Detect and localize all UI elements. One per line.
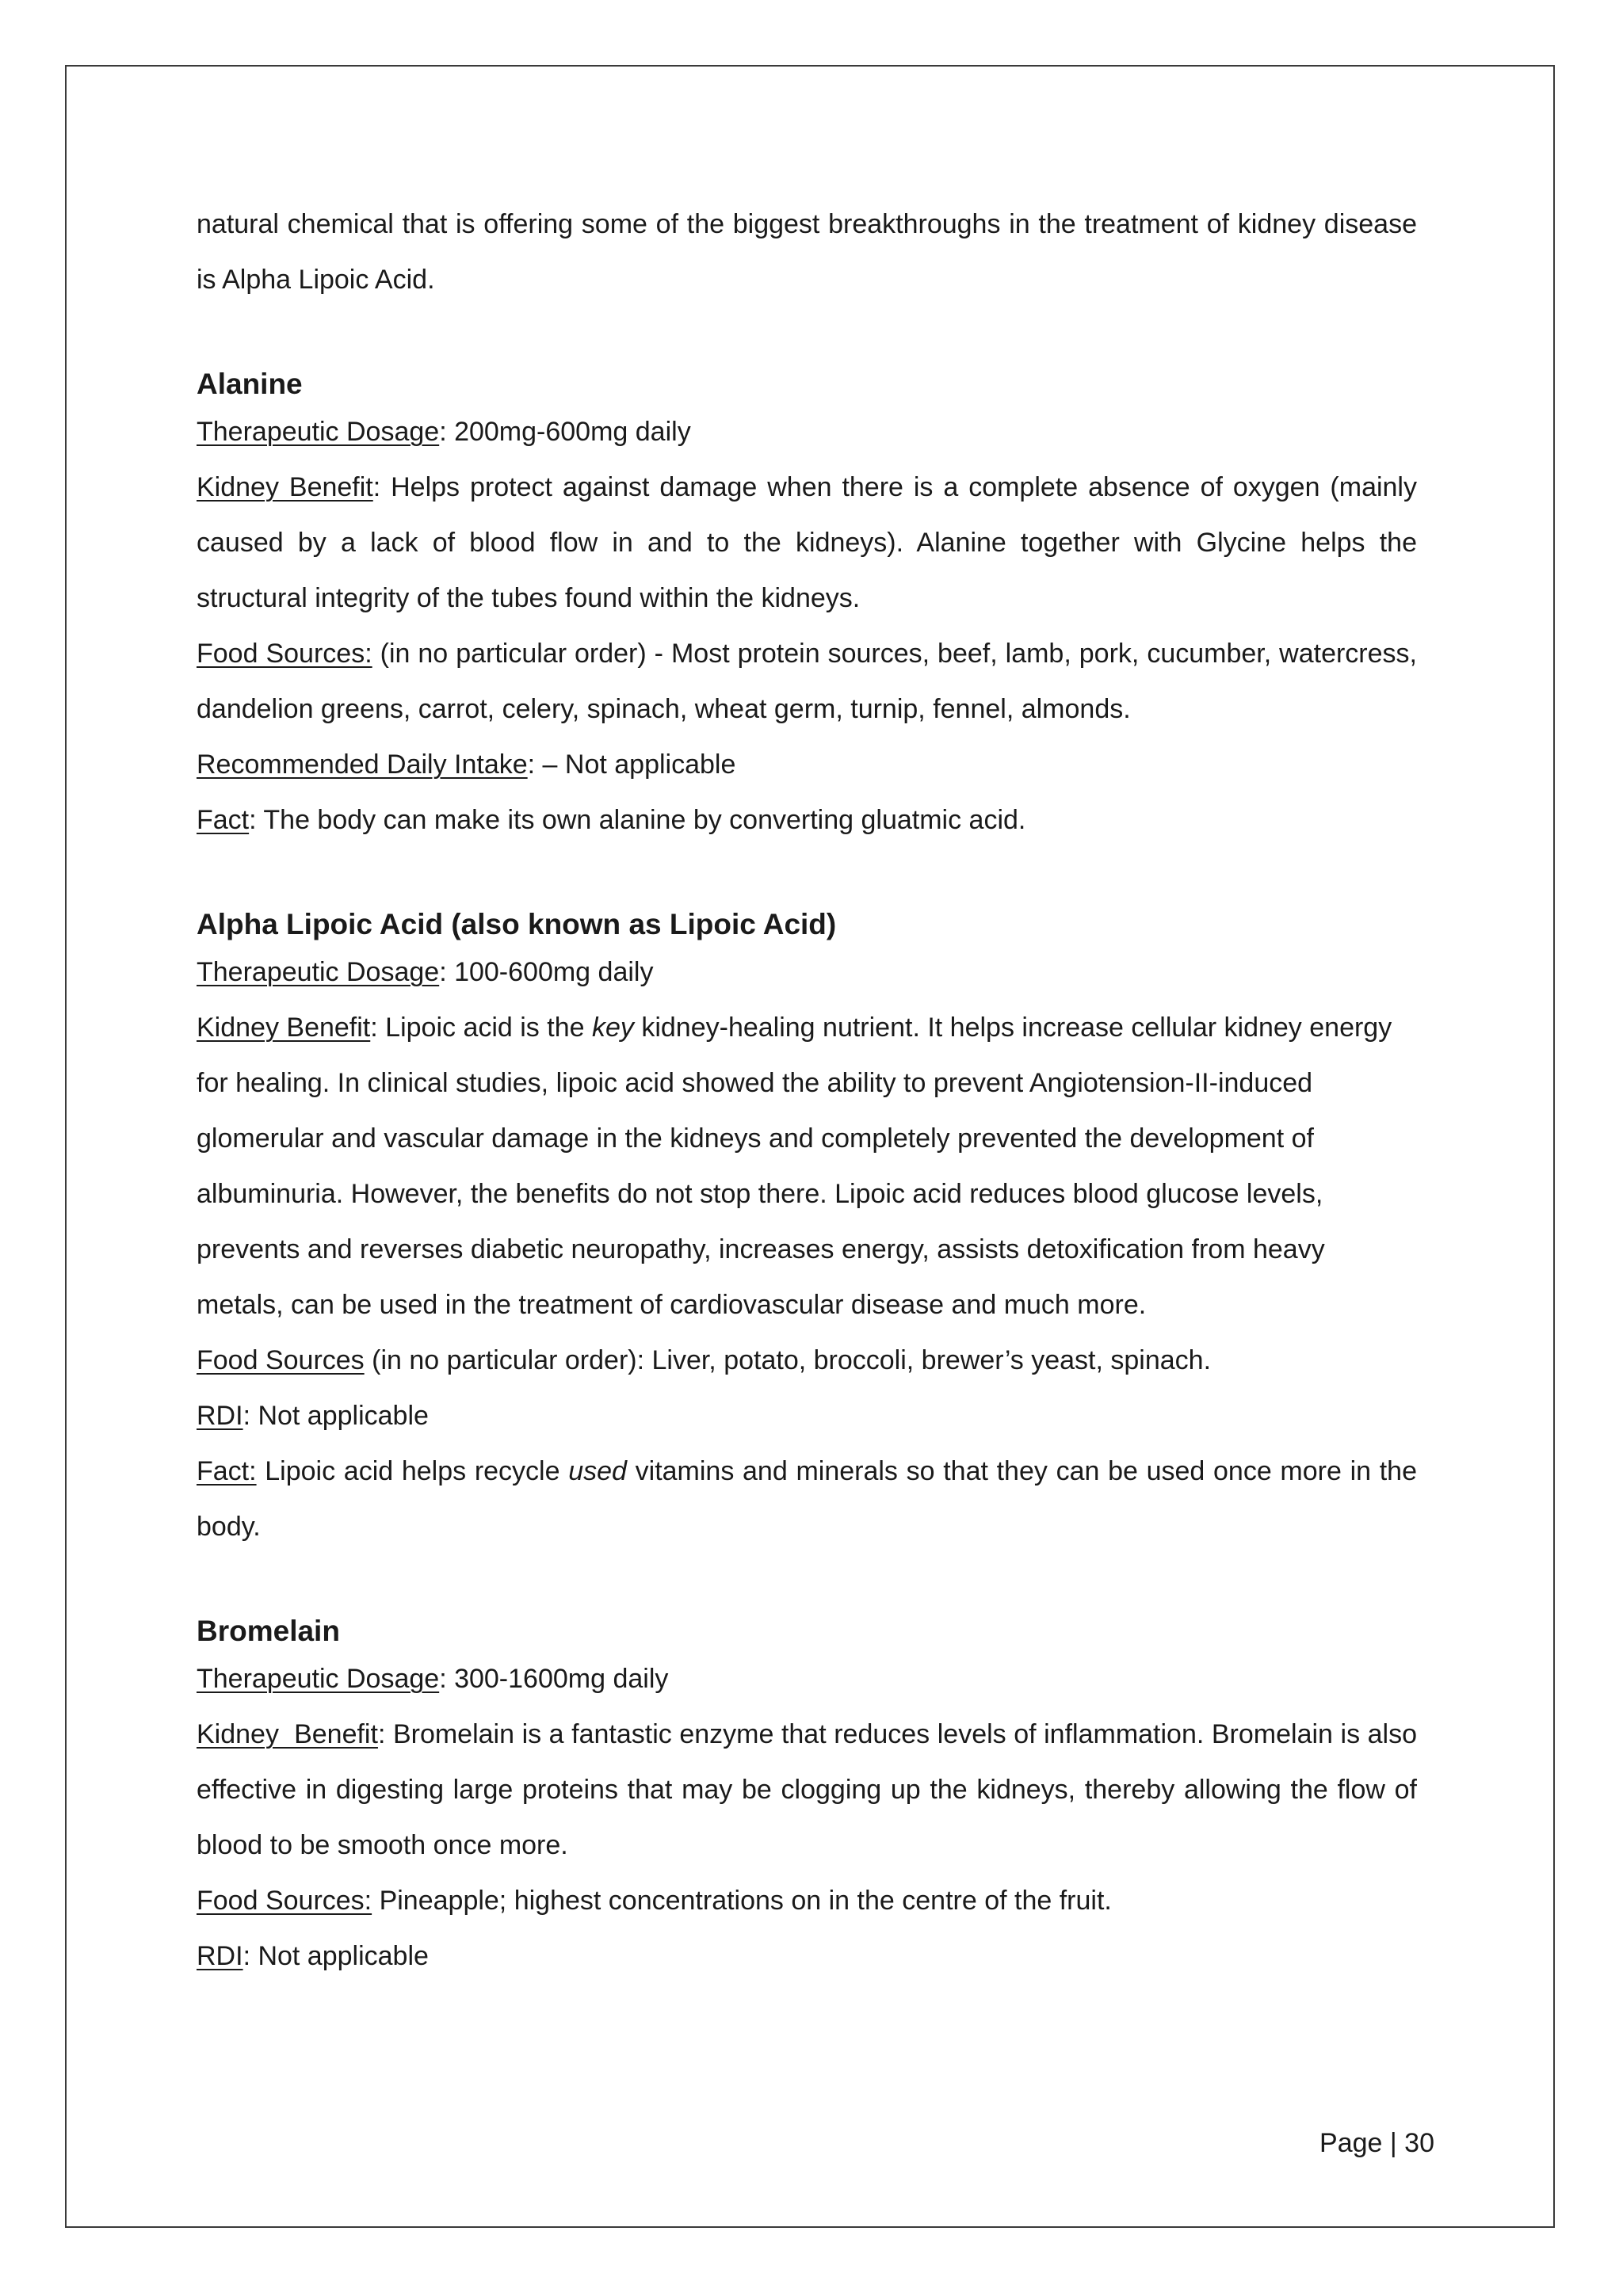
dosage-label: Therapeutic Dosage — [197, 417, 440, 447]
ala-dosage — [197, 944, 1417, 1000]
benefit-text-start: : Lipoic acid is the — [370, 1013, 592, 1043]
intake-text: : – Not applicable — [527, 749, 736, 780]
section-bromelain — [197, 1611, 1417, 1984]
section-spacer — [197, 307, 1417, 364]
rdi-text: : Not applicable — [242, 1941, 429, 1971]
fact-text-start: Lipoic acid helps recycle — [256, 1456, 569, 1486]
food-label: Food Sources: — [197, 1886, 372, 1916]
alanine-food-sources — [197, 626, 1417, 737]
ala-rdi — [197, 1388, 1417, 1444]
alanine-fact — [197, 792, 1417, 848]
food-text: Pineapple; highest concentrations on in the centre of the fruit. — [372, 1886, 1112, 1916]
ala-kidney-benefit — [197, 1000, 1417, 1333]
bromelain-food-sources — [197, 1873, 1417, 1928]
fact-label: Fact — [197, 805, 250, 835]
fact-emphasis: used — [568, 1456, 627, 1486]
bromelain-kidney-benefit — [197, 1707, 1417, 1873]
dosage-label: Therapeutic Dosage — [197, 957, 440, 987]
benefit-label: Kidney Benefit — [197, 472, 373, 502]
section-alpha-lipoic-acid — [197, 905, 1417, 1554]
fact-label: Fact: — [197, 1456, 257, 1486]
food-text: (in no particular order): Liver, potato, broccoli, brewer’s yeast, spinach. — [364, 1345, 1212, 1375]
fact-text-end: vitamins and minerals so that they can be used once more in the body. — [197, 1456, 1417, 1542]
dosage-value: : 200mg-600mg daily — [439, 417, 691, 447]
alanine-dosage — [197, 404, 1417, 460]
dosage-value: : 100-600mg daily — [439, 957, 654, 987]
intake-label: Recommended Daily Intake — [197, 749, 528, 780]
fact-text: : The body can make its own alanine by converting gluatmic acid. — [249, 805, 1026, 835]
rdi-label: RDI — [197, 1401, 243, 1431]
page-body — [197, 196, 1417, 1984]
section-alanine — [197, 364, 1417, 848]
rdi-label: RDI — [197, 1941, 243, 1971]
benefit-label: Kidney Benefit — [197, 1013, 371, 1043]
section-spacer — [197, 848, 1417, 905]
page-number: Page | 30 — [1319, 2128, 1434, 2158]
benefit-text: : Bromelain is a fantastic enzyme that reduces levels of inflammation. Bromelain is also effective in digesting large proteins that may be clogging up the kidneys, thereby allowing the flow of blood to be smooth once more. — [197, 1719, 1417, 1860]
benefit-emphasis: key — [591, 1013, 634, 1043]
benefit-text-end: kidney-healing nutrient. It helps increase cellular kidney energy for healing. In clinical studies, lipoic acid showed the ability to prevent Angiotension-II-induced glomerular and vascular damage in the kidneys and completely prevented the development of albuminuria. However, the benefits do not stop there. Lipoic acid reduces blood glucose levels, prevents and reverses diabetic neuropathy, increases energy, assists detoxification from heavy metals, can be used in the treatment of cardiovascular disease and much more. — [197, 1013, 1392, 1320]
ala-heading: Alpha Lipoic Acid (also known as Lipoic Acid) — [197, 908, 837, 940]
intro-paragraph: natural chemical that is offering some of the biggest breakthroughs in the treatment of kidney disease is Alpha Lipoic Acid. — [197, 209, 1417, 295]
rdi-text: : Not applicable — [242, 1401, 429, 1431]
bromelain-rdi — [197, 1928, 1417, 1984]
benefit-text: : Helps protect against damage when there is a complete absence of oxygen (mainly caused by a lack of blood flow in and to the kidneys). Alanine together with Glycine helps the structural integrity of the tubes found within the kidneys. — [197, 472, 1417, 613]
ala-fact — [197, 1444, 1417, 1554]
alanine-daily-intake — [197, 737, 1417, 792]
food-text: (in no particular order) - Most protein sources, beef, lamb, pork, cucumber, watercress, dandelion greens, carrot, celery, spinach, wheat germ, turnip, fennel, almonds. — [197, 639, 1417, 724]
bromelain-heading: Bromelain — [197, 1615, 340, 1647]
section-spacer — [197, 1554, 1417, 1611]
dosage-label: Therapeutic Dosage — [197, 1664, 440, 1694]
ala-food-sources — [197, 1333, 1417, 1388]
food-label: Food Sources: — [197, 639, 372, 669]
benefit-label: Kidney Benefit — [197, 1719, 378, 1749]
alanine-heading: Alanine — [197, 368, 303, 400]
alanine-kidney-benefit — [197, 460, 1417, 626]
food-label: Food Sources — [197, 1345, 365, 1375]
bromelain-dosage — [197, 1651, 1417, 1707]
dosage-value: : 300-1600mg daily — [439, 1664, 669, 1694]
